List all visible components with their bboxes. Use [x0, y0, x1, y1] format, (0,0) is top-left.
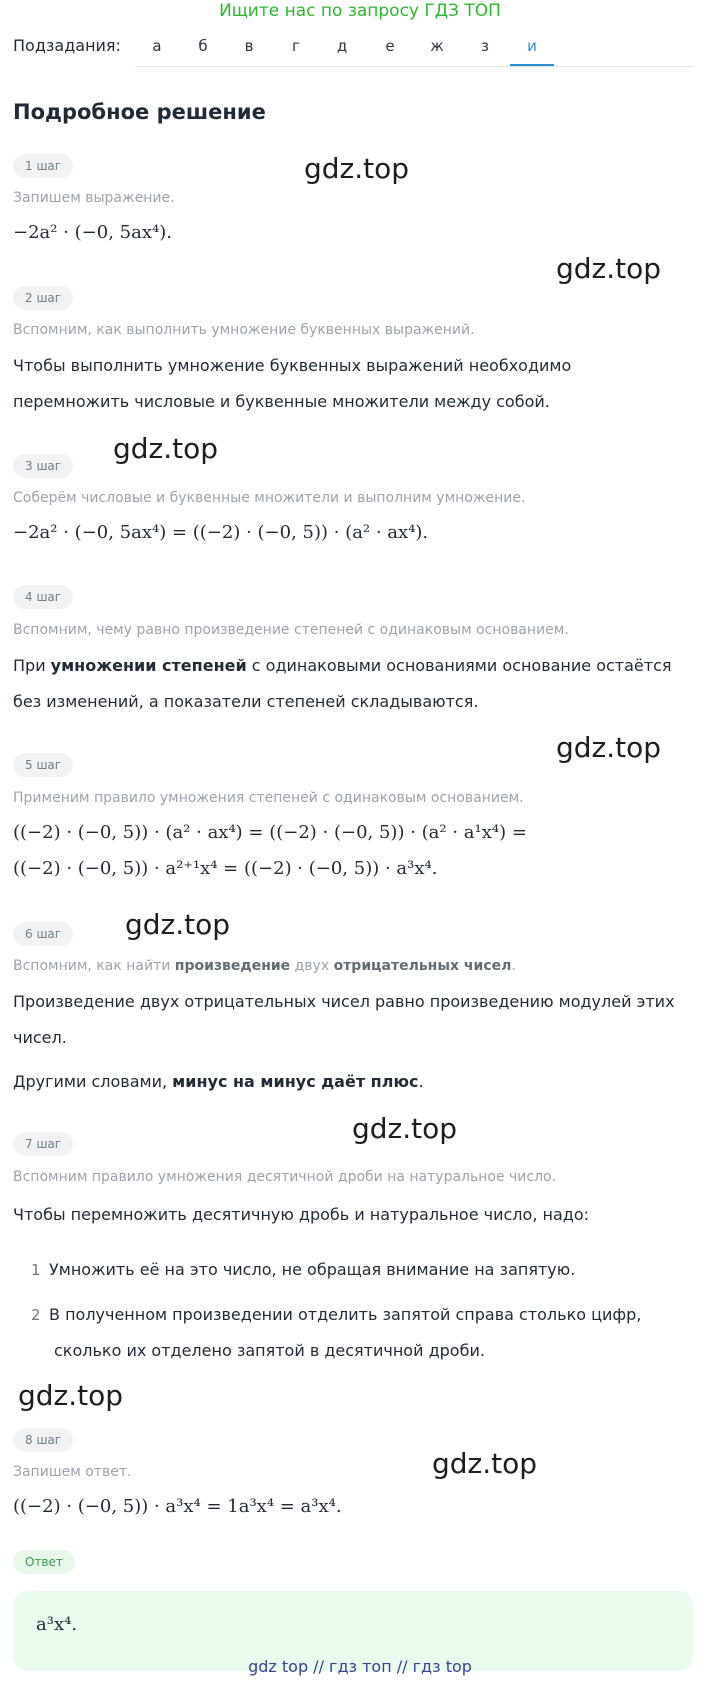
step-2-text-line1: Чтобы выполнить умножение буквенных выражений необходимо	[13, 356, 572, 375]
tab-g[interactable]: г	[292, 37, 300, 55]
step-4-text-line2: без изменений, а показатели степеней складываются.	[13, 692, 479, 711]
step-8-math: ((−2) · (−0, 5)) · a³x⁴ = 1a³x⁴ = a³x⁴.	[13, 1496, 342, 1517]
watermark: gdz.top	[556, 252, 662, 285]
step-2-hint: Вспомним, как выполнить умножение буквенных выражений.	[13, 322, 475, 338]
step-6-badge: 6 шаг	[13, 922, 73, 946]
step-4-text-line1: При умножении степеней с одинаковыми основаниями основание остаётся	[13, 656, 672, 675]
watermark: gdz.top	[352, 1112, 458, 1145]
list-item-2-line2: сколько их отделено запятой в десятичной дроби.	[54, 1341, 485, 1360]
tab-a[interactable]: а	[152, 37, 162, 55]
list-item-1: Умножить её на это число, не обращая внимание на запятую.	[49, 1260, 576, 1279]
watermark: gdz.top	[125, 908, 231, 941]
list-number-1: 1	[31, 1261, 41, 1279]
footer-links[interactable]: gdz top // гдз топ // гдз top	[248, 1657, 472, 1676]
list-item-2-line1: В полученном произведении отделить запятой справа столько цифр,	[49, 1305, 642, 1324]
tab-zh[interactable]: ж	[430, 37, 444, 55]
bold-term: умножении степеней	[50, 656, 247, 675]
section-title: Подробное решение	[13, 100, 266, 124]
step-3-badge: 3 шаг	[13, 454, 73, 478]
step-1-hint: Запишем выражение.	[13, 190, 175, 206]
tab-d[interactable]: д	[336, 37, 348, 55]
search-banner: Ищите нас по запросу ГДЗ ТОП	[219, 1, 501, 21]
step-7-badge: 7 шаг	[13, 1132, 73, 1156]
step-7-text: Чтобы перемножить десятичную дробь и натуральное число, надо:	[13, 1205, 589, 1224]
tab-i[interactable]: и	[510, 30, 554, 66]
answer-badge: Ответ	[13, 1550, 75, 1574]
step-6-text-line3: Другими словами, минус на минус даёт плюс.	[13, 1072, 424, 1091]
tab-z[interactable]: з	[481, 37, 489, 55]
step-6-hint: Вспомним, как найти произведение двух отрицательных чисел.	[13, 958, 516, 974]
watermark: gdz.top	[432, 1447, 538, 1480]
step-1-math: −2a² · (−0, 5ax⁴).	[13, 222, 172, 243]
tab-b[interactable]: б	[198, 37, 208, 55]
step-5-hint: Применим правило умножения степеней с одинаковым основанием.	[13, 790, 524, 806]
step-6-text-line2: чисел.	[13, 1028, 67, 1047]
subtasks-label: Подзадания:	[13, 36, 121, 55]
step-5-badge: 5 шаг	[13, 753, 73, 777]
watermark: gdz.top	[18, 1379, 124, 1412]
step-5-math-line2: ((−2) · (−0, 5)) · a²⁺¹x⁴ = ((−2) · (−0, 5)) · a³x⁴.	[13, 858, 438, 879]
step-4-badge: 4 шаг	[13, 585, 73, 609]
list-number-2: 2	[31, 1306, 41, 1324]
step-4-hint: Вспомним, чему равно произведение степеней с одинаковым основанием.	[13, 622, 569, 638]
answer-value: a³x⁴.	[36, 1614, 78, 1635]
step-2-text-line2: перемножить числовые и буквенные множители между собой.	[13, 392, 550, 411]
watermark: gdz.top	[113, 432, 219, 465]
step-3-math: −2a² · (−0, 5ax⁴) = ((−2) · (−0, 5)) · (a² · ax⁴).	[13, 522, 429, 543]
step-3-hint: Соберём числовые и буквенные множители и выполним умножение.	[13, 490, 526, 506]
watermark: gdz.top	[556, 731, 662, 764]
step-2-badge: 2 шаг	[13, 286, 73, 310]
step-5-math-line1: ((−2) · (−0, 5)) · (a² · ax⁴) = ((−2) · (−0, 5)) · (a² · a¹x⁴) =	[13, 822, 527, 843]
step-1-badge: 1 шаг	[13, 154, 73, 178]
watermark: gdz.top	[304, 152, 410, 185]
step-8-badge: 8 шаг	[13, 1428, 73, 1452]
step-7-hint: Вспомним правило умножения десятичной дроби на натуральное число.	[13, 1169, 557, 1185]
tab-v[interactable]: в	[244, 37, 254, 55]
step-8-hint: Запишем ответ.	[13, 1464, 132, 1480]
subtask-tabs	[135, 30, 693, 67]
tab-e[interactable]: е	[385, 37, 395, 55]
step-6-text-line1: Произведение двух отрицательных чисел равно произведению модулей этих	[13, 992, 675, 1011]
